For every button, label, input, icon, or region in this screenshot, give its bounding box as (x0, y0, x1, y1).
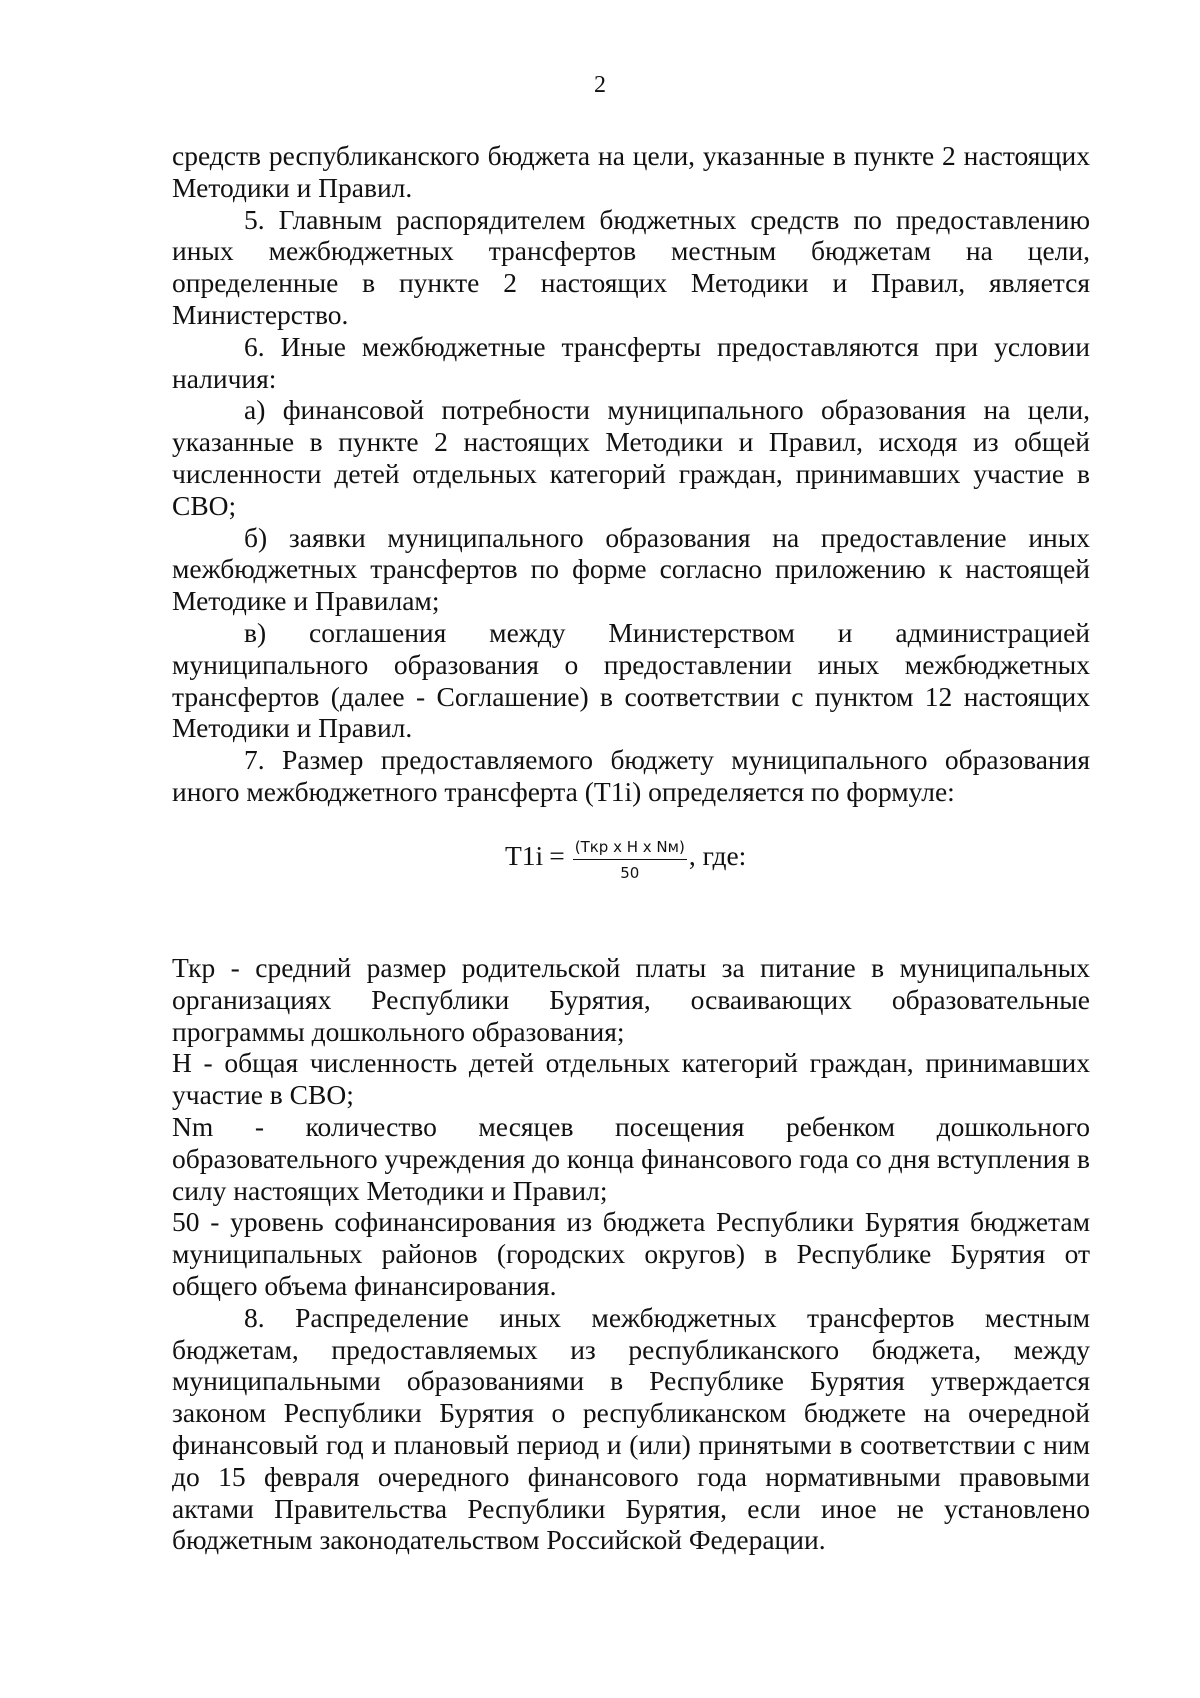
paragraph-6v: в) соглашения между Министерством и администрацией муниципального образования о предоставлении иных межбюджетных трансфертов (далее - Соглашение) в соответствии с пунктом 12 настоящих Методики и Правил. (172, 616, 1090, 744)
formula-equals: = (549, 840, 565, 871)
formula-numerator: (Ткр x H x Nм) (573, 837, 687, 860)
paragraph-7: 7. Размер предоставляемого бюджету муниципального образования иного межбюджетного трансферта (T1i) определяется по формуле: (172, 744, 1090, 807)
formula-suffix: , где: (688, 840, 747, 871)
definition-tkr: Ткр - средний размер родительской платы за питание в муниципальных организациях Республики Бурятия, осваивающих образовательные программы дошкольного образования; (172, 952, 1090, 1047)
definition-nm: Nm - количество месяцев посещения ребенком дошкольного образовательного учреждения до конца финансового года со дня вступления в силу настоящих Методики и Правил; (172, 1110, 1090, 1206)
page-number: 2 (594, 72, 606, 98)
definition-h: H - общая численность детей отдельных категорий граждан, принимавших участие в СВО; (172, 1047, 1090, 1111)
formula (505, 833, 747, 882)
top-text-block (172, 140, 1090, 808)
paragraph-5: 5. Главным распорядителем бюджетных средств по предоставлению иных межбюджетных трансфертов местным бюджетам на цели, определенные в пункте 2 настоящих Методики и Правил, является Министерство. (172, 203, 1090, 330)
paragraph-6b: б) заявки муниципального образования на предоставление иных межбюджетных трансфертов по форме согласно приложению к настоящей Методике и Правилам; (172, 521, 1090, 617)
formula-lhs: T1i (505, 840, 544, 871)
definition-50: 50 - уровень софинансирования из бюджета Республики Бурятия бюджетам муниципальных районов (городских округов) в Республике Бурятия от общего объема финансирования. (172, 1206, 1090, 1301)
paragraph-6: 6. Иные межбюджетные трансферты предоставляются при условии наличия: (172, 330, 1090, 394)
formula-fraction (573, 837, 687, 883)
formula-denominator: 50 (620, 864, 640, 882)
bottom-text-block (172, 952, 1090, 1556)
paragraph-8: 8. Распределение иных межбюджетных трансфертов местным бюджетам, предоставляемых из республиканского бюджета, между муниципальными образованиями в Республике Бурятия утверждается законом Республики Бурятия о республиканском бюджете на очередной финансовый год и плановый период и (или) принятыми в соответствии с ним до 15 февраля очередного финансового года нормативными правовыми актами Правительства Республики Бурятия, если иное не установлено бюджетным законодательством Российской Федерации. (172, 1301, 1090, 1556)
paragraph-6a: а) финансовой потребности муниципального образования на цели, указанные в пункте 2 настоящих Методики и Правил, исходя из общей численности детей отдельных категорий граждан, принимавших участие в СВО; (172, 394, 1090, 521)
paragraph-continuation: средств республиканского бюджета на цели, указанные в пункте 2 настоящих Методики и Правил. (172, 140, 1090, 203)
